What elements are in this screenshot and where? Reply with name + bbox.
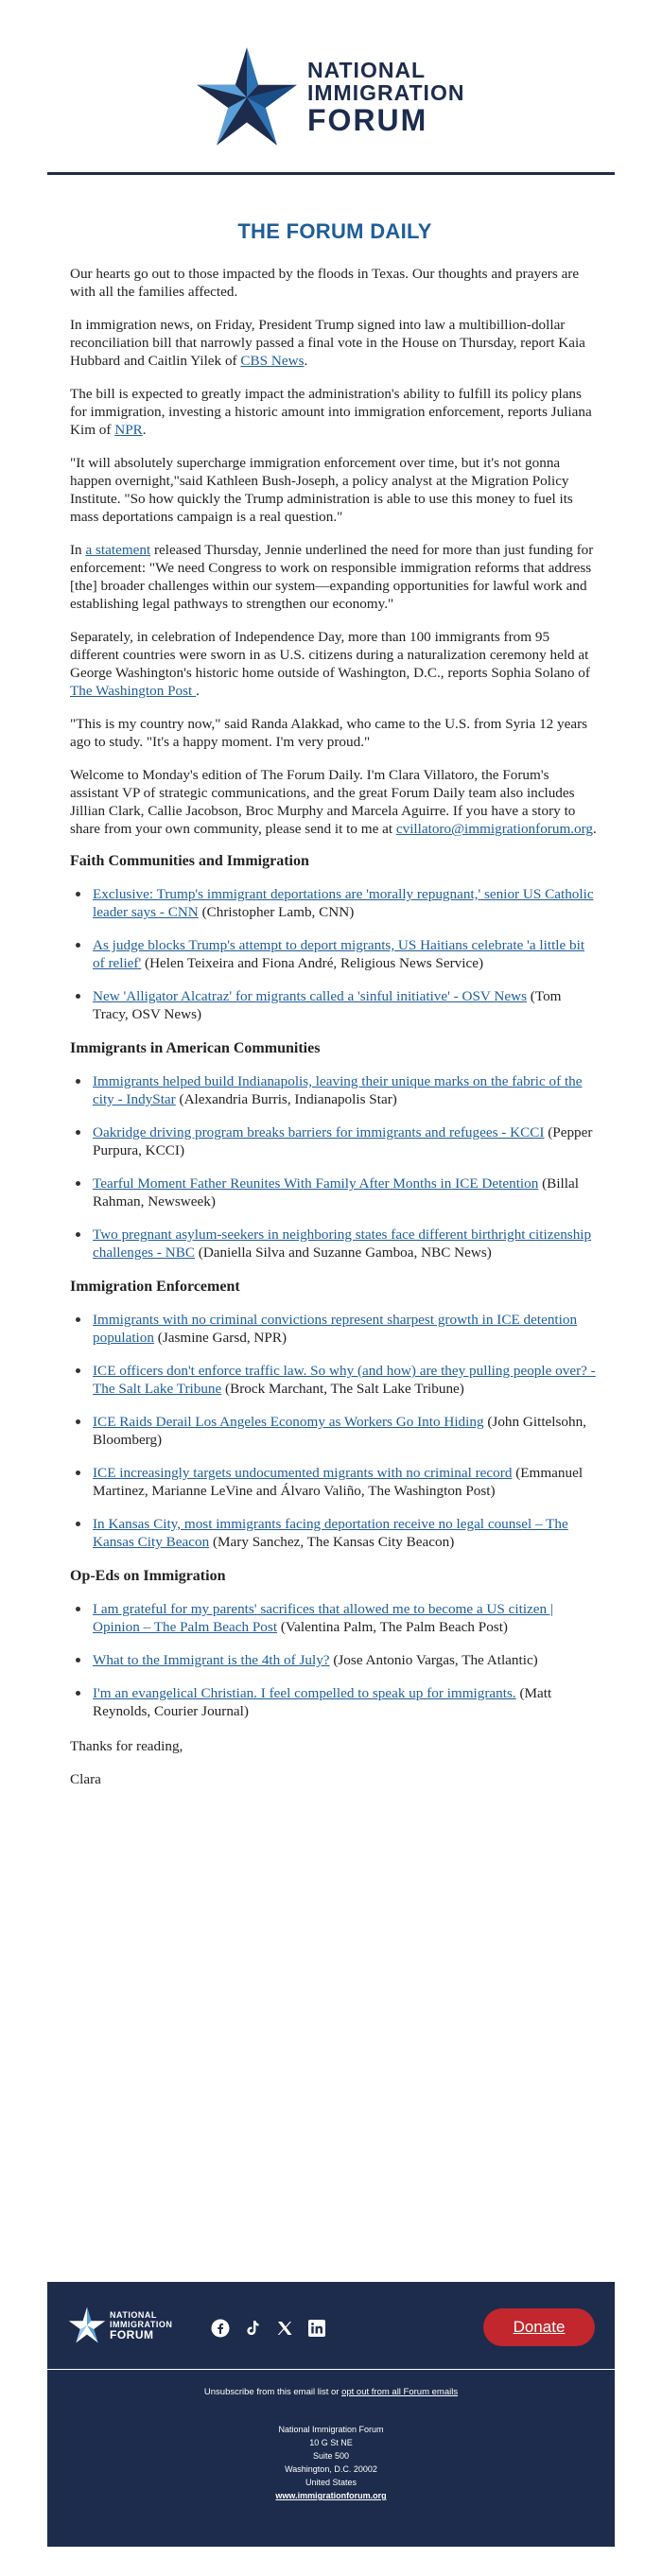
article-credit: (Christopher Lamb, CNN) [198, 904, 355, 920]
npr-link[interactable]: NPR [114, 422, 143, 438]
logo-line-1: NATIONAL [110, 2309, 157, 2320]
footer-logo-wordmark [110, 2310, 172, 2341]
article-credit: (Emmanuel Martinez, Marianne LeVine and Álvaro Valiño, The Washington Post) [93, 1465, 584, 1499]
article-link[interactable]: Two pregnant asylum-seekers in neighboring states face different birthright citizenship challenges - NBC [93, 1227, 592, 1261]
news-paragraph-bill [70, 316, 600, 370]
forum-logo[interactable] [194, 45, 478, 149]
tiktok-icon[interactable] [242, 2318, 263, 2339]
naturalization-paragraph [70, 628, 600, 700]
section-heading-faith: Faith Communities and Immigration [70, 853, 309, 869]
statement-paragraph [70, 541, 600, 613]
paragraph-text: released Thursday, Jennie underlined the need for more than just funding for enforcement: "We need Congress to work on responsible immigration reforms that address [the] broader challenges within our system—expanding opportunities for lawful work and establishing legal pathways to strengthen our economy." [70, 542, 594, 612]
communities-links-list [70, 1072, 600, 1262]
article-link[interactable]: Oakridge driving program breaks barriers for immigrants and refugees - KCCI [93, 1124, 545, 1140]
x-icon[interactable] [274, 2318, 295, 2339]
address-suite: Suite 500 [312, 2451, 350, 2461]
section-heading-opeds: Op-Eds on Immigration [70, 1568, 226, 1584]
paragraph-text: . [196, 683, 200, 699]
header-divider [47, 172, 615, 175]
article-link[interactable]: ICE Raids Derail Los Angeles Economy as Workers Go Into Hiding [93, 1414, 484, 1430]
newsletter-title: THE FORUM DAILY [237, 219, 432, 243]
list-item [70, 1515, 600, 1551]
article-link[interactable]: As judge blocks Trump's attempt to deport migrants, US Haitians celebrate 'a little bit of relief' [93, 937, 585, 971]
paragraph-text: In immigration news, on Friday, President Trump signed into law a multibillion-dollar reconciliation bill that narrowly passed a final vote in the House on Thursday, report Kaia Hubbard and Caitlin Yilek of [70, 317, 585, 369]
address-name: National Immigration Forum [278, 2425, 384, 2434]
list-item [70, 1413, 600, 1449]
article-credit: (Alexandria Burris, Indianapolis Star) [175, 1091, 397, 1107]
footer-divider [47, 2369, 615, 2370]
list-item [70, 885, 600, 921]
facebook-icon[interactable] [210, 2318, 231, 2339]
article-link[interactable]: ICE officers don't enforce traffic law. So why (and how) are they pulling people over? - The Salt Lake Tribune [93, 1363, 596, 1397]
article-credit: (Pepper Purpura, KCCI) [93, 1124, 593, 1158]
list-item [70, 936, 600, 972]
article-link[interactable]: Tearful Moment Father Reunites With Family After Months in ICE Detention [93, 1175, 539, 1192]
statement-link[interactable]: a statement [85, 542, 151, 558]
article-credit: (Valentina Palm, The Palm Beach Post) [277, 1619, 508, 1635]
article-credit: (Mary Sanchez, The Kansas City Beacon) [209, 1534, 455, 1550]
article-credit: (Brock Marchant, The Salt Lake Tribune) [221, 1381, 464, 1397]
article-link[interactable]: Immigrants with no criminal convictions represent sharpest growth in ICE detention population [93, 1312, 578, 1346]
paragraph-text: . [593, 821, 597, 837]
website-link[interactable]: www.immigrationforum.org [275, 2491, 387, 2500]
email-contact-link[interactable]: cvillatoro@immigrationforum.org [395, 821, 594, 837]
article-link[interactable]: New 'Alligator Alcatraz' for migrants called a 'sinful initiative' - OSV News [93, 988, 527, 1004]
logo-line-2: IMMIGRATION [307, 80, 465, 105]
unsubscribe-text: Unsubscribe from this email list or [203, 2387, 342, 2397]
list-item [70, 1464, 600, 1500]
news-paragraph-impact [70, 385, 600, 439]
article-link[interactable]: Immigrants helped build Indianapolis, leaving their unique marks on the fabric of the city - IndyStar [93, 1073, 583, 1107]
list-item [70, 1684, 600, 1720]
welcome-paragraph [70, 766, 600, 838]
section-heading-enforcement: Immigration Enforcement [70, 1279, 240, 1295]
address-city: Washington, D.C. 20002 [285, 2464, 377, 2474]
star-logo-icon [194, 45, 300, 149]
paragraph-text: Separately, in celebration of Independence Day, more than 100 immigrants from 95 different countries were sworn in as U.S. citizens during a naturalization ceremony held at George Washington's historic home outside of Washington, D.C., reports Sophia Solano of [70, 629, 590, 681]
article-credit: (Daniella Silva and Suzanne Gamboa, NBC News) [194, 1244, 492, 1261]
opt-out-link[interactable]: opt out from all Forum emails [341, 2387, 459, 2397]
mailing-address [47, 2423, 615, 2502]
logo-line-1: NATIONAL [307, 58, 427, 82]
list-item [70, 1175, 600, 1210]
unsubscribe-line [47, 2387, 615, 2397]
list-item [70, 1311, 600, 1347]
paragraph-text: The bill is expected to greatly impact the administration's ability to fulfill its policy plans for immigration, investing a historic amount into immigration enforcement, reports Juliana Kim of [70, 386, 592, 438]
article-link[interactable]: What to the Immigrant is the 4th of July? [93, 1652, 330, 1668]
quote-paragraph-bush-joseph: "It will absolutely supercharge immigration enforcement over time, but it's not gonna happen overnight,"said Kathleen Bush-Joseph, a policy analyst at the Migration Policy Institute. "So how quickly the Trump administration is able to use this money to fuel its mass deportations campaign is a real question." [70, 455, 573, 525]
signoff-name: Clara [70, 1771, 101, 1787]
paragraph-text: . [142, 422, 147, 438]
article-link[interactable]: I am grateful for my parents' sacrifices that allowed me to become a US citizen | Opinion – The Palm Beach Post [93, 1601, 553, 1635]
logo-line-3: FORUM [110, 2327, 154, 2341]
faith-links-list [70, 885, 600, 1023]
email-footer [47, 2282, 615, 2547]
enforcement-links-list [70, 1311, 600, 1551]
paragraph-text: . [304, 353, 308, 369]
list-item [70, 1226, 600, 1262]
article-link[interactable]: ICE increasingly targets undocumented migrants with no criminal record [93, 1465, 513, 1481]
washington-post-link[interactable]: The Washington Post [70, 683, 197, 699]
address-country: United States [305, 2478, 357, 2487]
list-item [70, 1362, 600, 1398]
paragraph-text: Welcome to Monday's edition of The Forum Daily. I'm Clara Villatoro, the Forum's assistant VP of strategic communications, and the great Forum Daily team also includes Jillian Clark, Callie Jacobson, Broc Murphy and Marcela Aguirre. If you have a story to share from your own community, please send it to me at [70, 767, 576, 837]
star-logo-icon [68, 2306, 106, 2344]
list-item [70, 1651, 600, 1669]
list-item [70, 987, 600, 1023]
address-street: 10 G St NE [309, 2438, 353, 2447]
article-credit: (Helen Teixeira and Fiona André, Religious News Service) [141, 955, 484, 971]
article-credit: (Jasmine Garsd, NPR) [153, 1330, 287, 1346]
article-link[interactable]: I'm an evangelical Christian. I feel compelled to speak up for immigrants. [93, 1685, 516, 1701]
footer-logo[interactable] [68, 2306, 172, 2344]
social-links [210, 2318, 327, 2339]
opeds-links-list [70, 1600, 600, 1720]
logo-line-3: FORUM [307, 103, 428, 137]
article-credit: (Jose Antonio Vargas, The Atlantic) [329, 1652, 538, 1668]
article-link[interactable]: Exclusive: Trump's immigrant deportations are 'morally repugnant,' senior US Catholic leader says - CNN [93, 886, 594, 920]
email-body [70, 219, 600, 1803]
section-heading-communities: Immigrants in American Communities [70, 1040, 321, 1056]
logo-line-2: IMMIGRATION [110, 2319, 173, 2329]
article-credit: (Billal Rahman, Newsweek) [93, 1175, 579, 1210]
list-item [70, 1072, 600, 1108]
list-item [70, 1600, 600, 1636]
quote-paragraph-alakkad: "This is my country now," said Randa Alakkad, who came to the U.S. from Syria 12 years ago to study. "It's a happy moment. I'm very proud." [70, 716, 588, 750]
email-header [0, 0, 662, 175]
logo-wordmark [307, 59, 464, 136]
intro-paragraph: Our hearts go out to those impacted by the floods in Texas. Our thoughts and prayers are with all the families affected. [70, 266, 580, 300]
article-link[interactable]: In Kansas City, most immigrants facing deportation receive no legal counsel – The Kansas City Beacon [93, 1516, 568, 1550]
donate-button[interactable]: Donate [483, 2308, 595, 2346]
article-credit: (Matt Reynolds, Courier Journal) [93, 1685, 552, 1719]
list-item [70, 1123, 600, 1159]
article-credit: (Tom Tracy, OSV News) [93, 988, 562, 1022]
linkedin-icon[interactable] [306, 2318, 327, 2339]
cbs-news-link[interactable]: CBS News [240, 353, 305, 369]
article-credit: (John Gittelsohn, Bloomberg) [93, 1414, 586, 1448]
signoff-thanks: Thanks for reading, [70, 1738, 183, 1754]
paragraph-text: In [70, 542, 86, 558]
